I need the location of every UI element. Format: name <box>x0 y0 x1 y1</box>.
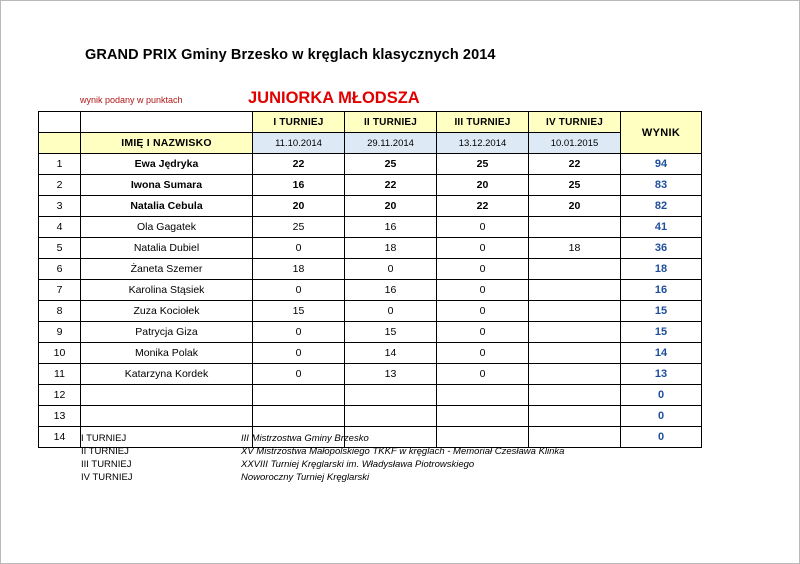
legend-key: II TURNIEJ <box>81 446 129 457</box>
row-name: Patrycja Giza <box>81 322 253 343</box>
row-rank: 4 <box>39 217 81 238</box>
legend-row <box>81 446 564 459</box>
legend-row <box>81 472 564 485</box>
row-result: 83 <box>621 175 702 196</box>
row-score-t4: 25 <box>529 175 621 196</box>
table-row <box>39 259 702 280</box>
row-score-t3: 0 <box>437 238 529 259</box>
header-tournament-2: II TURNIEJ <box>345 112 437 133</box>
table-row <box>39 196 702 217</box>
table-row <box>39 238 702 259</box>
table-row <box>39 385 702 406</box>
row-score-t2: 25 <box>345 154 437 175</box>
row-rank: 3 <box>39 196 81 217</box>
row-score-t4 <box>529 259 621 280</box>
row-score-t4 <box>529 364 621 385</box>
row-score-t2: 18 <box>345 238 437 259</box>
header-date-1: 11.10.2014 <box>253 133 345 154</box>
table-row <box>39 364 702 385</box>
row-rank: 14 <box>39 427 81 448</box>
legend-body <box>81 433 564 485</box>
row-score-t4 <box>529 322 621 343</box>
row-score-t2: 0 <box>345 301 437 322</box>
row-score-t4: 22 <box>529 154 621 175</box>
legend-value: XV Mistrzostwa Małopolskiego TKKF w kręglach - Memoriał Czesława Klinka <box>241 446 565 457</box>
row-score-t3: 0 <box>437 217 529 238</box>
row-name: Monika Polak <box>81 343 253 364</box>
row-result: 13 <box>621 364 702 385</box>
legend-table <box>81 433 564 485</box>
row-score-t4: 20 <box>529 196 621 217</box>
row-rank: 1 <box>39 154 81 175</box>
row-result: 0 <box>621 406 702 427</box>
row-score-t1: 18 <box>253 259 345 280</box>
legend-key: IV TURNIEJ <box>81 472 133 483</box>
row-result: 18 <box>621 259 702 280</box>
row-result: 16 <box>621 280 702 301</box>
legend-key: III TURNIEJ <box>81 459 132 470</box>
row-name <box>81 385 253 406</box>
row-rank: 7 <box>39 280 81 301</box>
row-score-t3: 0 <box>437 322 529 343</box>
table-row <box>39 175 702 196</box>
row-score-t1: 25 <box>253 217 345 238</box>
legend <box>81 433 564 485</box>
legend-row <box>81 433 564 446</box>
table-row <box>39 217 702 238</box>
row-name: Ola Gagatek <box>81 217 253 238</box>
table-header-dates <box>39 133 702 154</box>
row-score-t2: 20 <box>345 196 437 217</box>
row-score-t1: 22 <box>253 154 345 175</box>
header-date-2: 29.11.2014 <box>345 133 437 154</box>
row-name: Zuza Kociołek <box>81 301 253 322</box>
row-score-t3: 22 <box>437 196 529 217</box>
row-score-t4 <box>529 217 621 238</box>
row-score-t4 <box>529 385 621 406</box>
row-score-t1: 0 <box>253 322 345 343</box>
table-row <box>39 301 702 322</box>
row-score-t3: 20 <box>437 175 529 196</box>
header-date-3: 13.12.2014 <box>437 133 529 154</box>
row-result: 0 <box>621 385 702 406</box>
row-score-t4 <box>529 343 621 364</box>
row-name: Karolina Stąsiek <box>81 280 253 301</box>
row-score-t4: 18 <box>529 238 621 259</box>
legend-key: I TURNIEJ <box>81 433 127 444</box>
row-rank: 13 <box>39 406 81 427</box>
header-blank-name <box>81 112 253 133</box>
row-score-t1: 0 <box>253 238 345 259</box>
row-result: 15 <box>621 322 702 343</box>
row-score-t1: 0 <box>253 364 345 385</box>
row-score-t1 <box>253 385 345 406</box>
row-score-t3: 0 <box>437 280 529 301</box>
row-score-t1: 15 <box>253 301 345 322</box>
row-rank: 10 <box>39 343 81 364</box>
table-header-tournaments <box>39 112 702 133</box>
row-score-t4 <box>529 406 621 427</box>
row-score-t1: 0 <box>253 343 345 364</box>
row-result: 82 <box>621 196 702 217</box>
row-score-t1: 0 <box>253 280 345 301</box>
row-name: Iwona Sumara <box>81 175 253 196</box>
row-score-t2: 22 <box>345 175 437 196</box>
header-blank-rank <box>39 112 81 133</box>
header-tournament-1: I TURNIEJ <box>253 112 345 133</box>
row-name: Katarzyna Kordek <box>81 364 253 385</box>
row-result: 41 <box>621 217 702 238</box>
header-result: WYNIK <box>621 112 702 154</box>
legend-value: XXVIII Turniej Kręglarski im. Władysława Piotrowskiego <box>241 459 475 470</box>
row-result: 94 <box>621 154 702 175</box>
row-rank: 8 <box>39 301 81 322</box>
row-score-t3: 25 <box>437 154 529 175</box>
table-row <box>39 343 702 364</box>
category-heading: JUNIORKA MŁODSZA <box>248 89 420 107</box>
row-score-t1: 16 <box>253 175 345 196</box>
row-score-t3: 0 <box>437 343 529 364</box>
points-note: wynik podany w punktach <box>80 95 183 105</box>
row-name: Ewa Jędryka <box>81 154 253 175</box>
header-date-4: 10.01.2015 <box>529 133 621 154</box>
row-rank: 6 <box>39 259 81 280</box>
row-rank: 9 <box>39 322 81 343</box>
row-score-t2: 13 <box>345 364 437 385</box>
header-blank-rank-2 <box>39 133 81 154</box>
header-tournament-3: III TURNIEJ <box>437 112 529 133</box>
table-row <box>39 280 702 301</box>
results-table-body <box>39 154 702 448</box>
row-rank: 5 <box>39 238 81 259</box>
row-result: 15 <box>621 301 702 322</box>
row-rank: 11 <box>39 364 81 385</box>
table-row <box>39 406 702 427</box>
row-score-t1: 20 <box>253 196 345 217</box>
legend-row <box>81 459 564 472</box>
row-rank: 12 <box>39 385 81 406</box>
page-title: GRAND PRIX Gminy Brzesko w kręglach klasycznych 2014 <box>85 47 496 63</box>
row-score-t3: 0 <box>437 301 529 322</box>
row-score-t3: 0 <box>437 259 529 280</box>
row-score-t2: 16 <box>345 217 437 238</box>
row-score-t2: 14 <box>345 343 437 364</box>
row-score-t3 <box>437 385 529 406</box>
row-score-t2 <box>345 406 437 427</box>
row-result: 0 <box>621 427 702 448</box>
row-score-t4 <box>529 301 621 322</box>
row-score-t2: 16 <box>345 280 437 301</box>
row-rank: 2 <box>39 175 81 196</box>
row-name <box>81 406 253 427</box>
legend-value: III Mistrzostwa Gminy Brzesko <box>241 433 369 444</box>
row-name: Żaneta Szemer <box>81 259 253 280</box>
row-score-t1 <box>253 406 345 427</box>
table-row <box>39 322 702 343</box>
legend-value: Noworoczny Turniej Kręglarski <box>241 472 370 483</box>
row-score-t3 <box>437 406 529 427</box>
row-score-t2: 0 <box>345 259 437 280</box>
row-result: 14 <box>621 343 702 364</box>
row-name: Natalia Dubiel <box>81 238 253 259</box>
row-score-t2 <box>345 385 437 406</box>
row-score-t2: 15 <box>345 322 437 343</box>
row-name: Natalia Cebula <box>81 196 253 217</box>
results-table <box>38 111 702 448</box>
table-row <box>39 154 702 175</box>
header-tournament-4: IV TURNIEJ <box>529 112 621 133</box>
row-score-t4 <box>529 280 621 301</box>
row-result: 36 <box>621 238 702 259</box>
header-name: IMIĘ I NAZWISKO <box>81 133 253 154</box>
row-score-t3: 0 <box>437 364 529 385</box>
